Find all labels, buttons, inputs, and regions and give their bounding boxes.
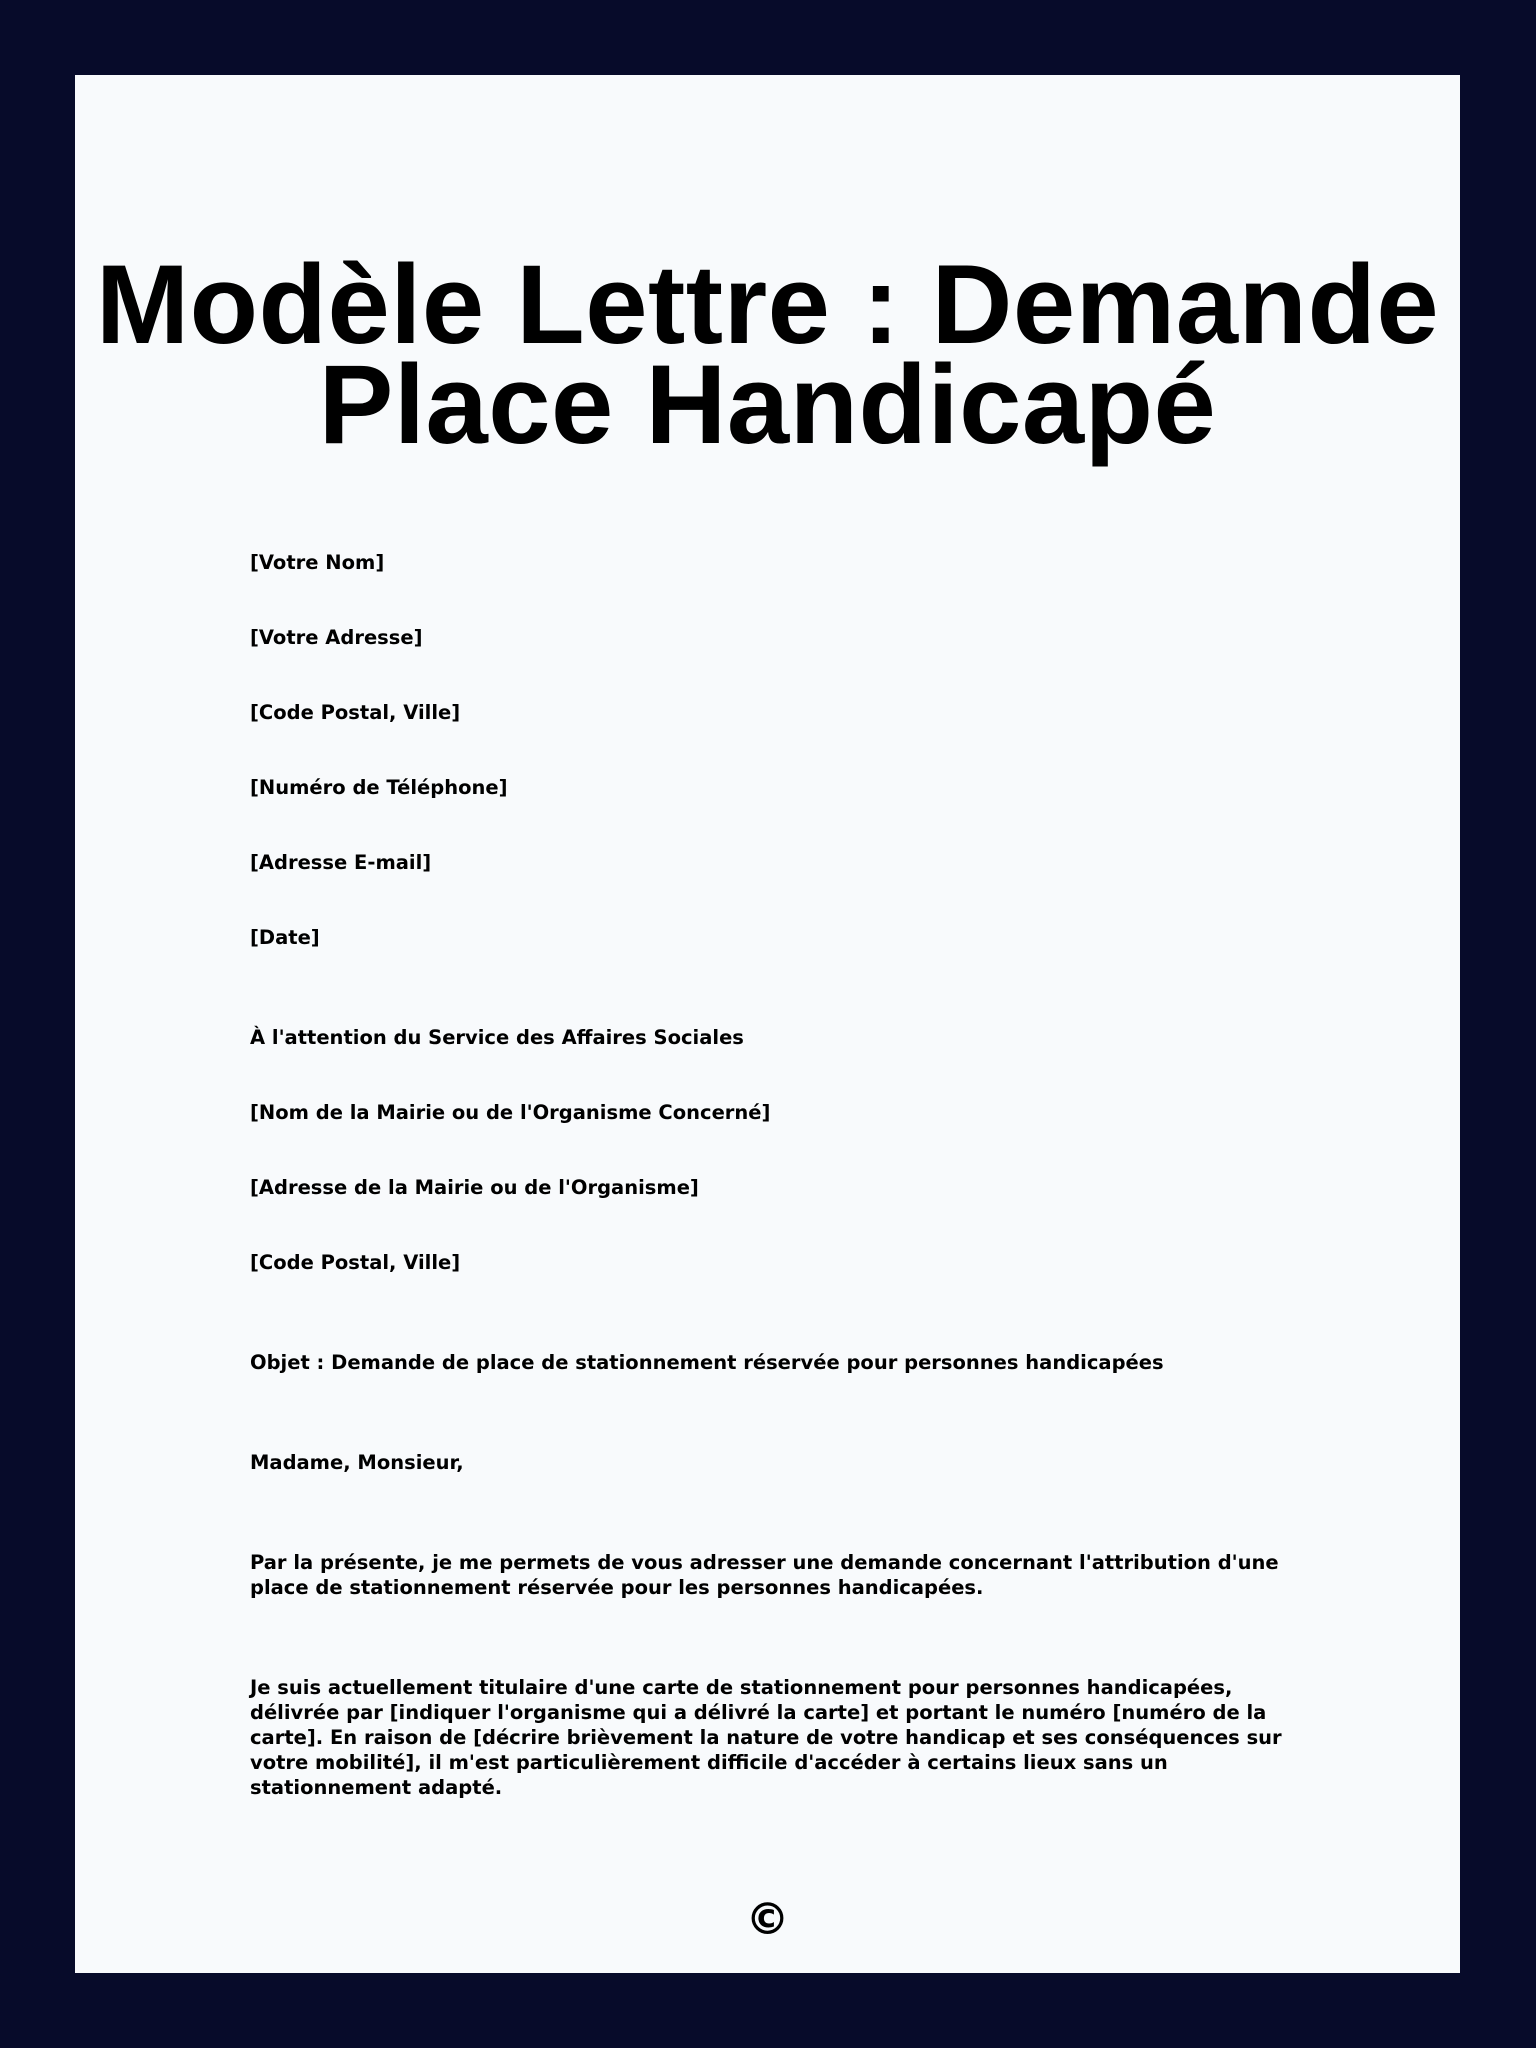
sender-block [250,550,1290,950]
letter-paragraph: Je suis actuellement titulaire d'une carte de stationnement pour personnes handicapées, délivrée par [indiquer l'organisme qui a délivré la carte] et portant le numéro [numéro de la carte]. En raison de [décrire brièvement la nature de votre handicap et ses conséquences sur votre mobilité], il m'est particulièrement difficile d'accéder à certains lieux sans un stationnement adapté. [250,1676,1282,1799]
sender-name: [Votre Nom] [250,551,385,574]
sender-postal-city: [Code Postal, Ville] [250,701,461,724]
letter-subject: Objet : Demande de place de stationnement réservée pour personnes handicapées [250,1351,1164,1374]
letter-salutation: Madame, Monsieur, [250,1451,464,1474]
recipient-address: [Adresse de la Mairie ou de l'Organisme] [250,1176,699,1199]
copyright-icon: © [745,1894,790,1945]
letter-paragraph: Par la présente, je me permets de vous adresser une demande concernant l'attribution d'une place de stationnement réservée pour les personnes handicapées. [250,1551,1279,1599]
letter-body [250,550,1290,1800]
sender-address: [Votre Adresse] [250,626,423,649]
sender-email: [Adresse E-mail] [250,851,432,874]
letter-page [75,75,1460,1973]
recipient-organisation: [Nom de la Mairie ou de l'Organisme Concerné] [250,1101,771,1124]
recipient-postal-city: [Code Postal, Ville] [250,1251,461,1274]
letter-date: [Date] [250,926,320,949]
document-title: Modèle Lettre : Demande Place Handicapé [95,242,1440,467]
recipient-block [250,1025,1290,1275]
recipient-attention: À l'attention du Service des Affaires Sociales [250,1026,744,1049]
sender-phone: [Numéro de Téléphone] [250,776,508,799]
